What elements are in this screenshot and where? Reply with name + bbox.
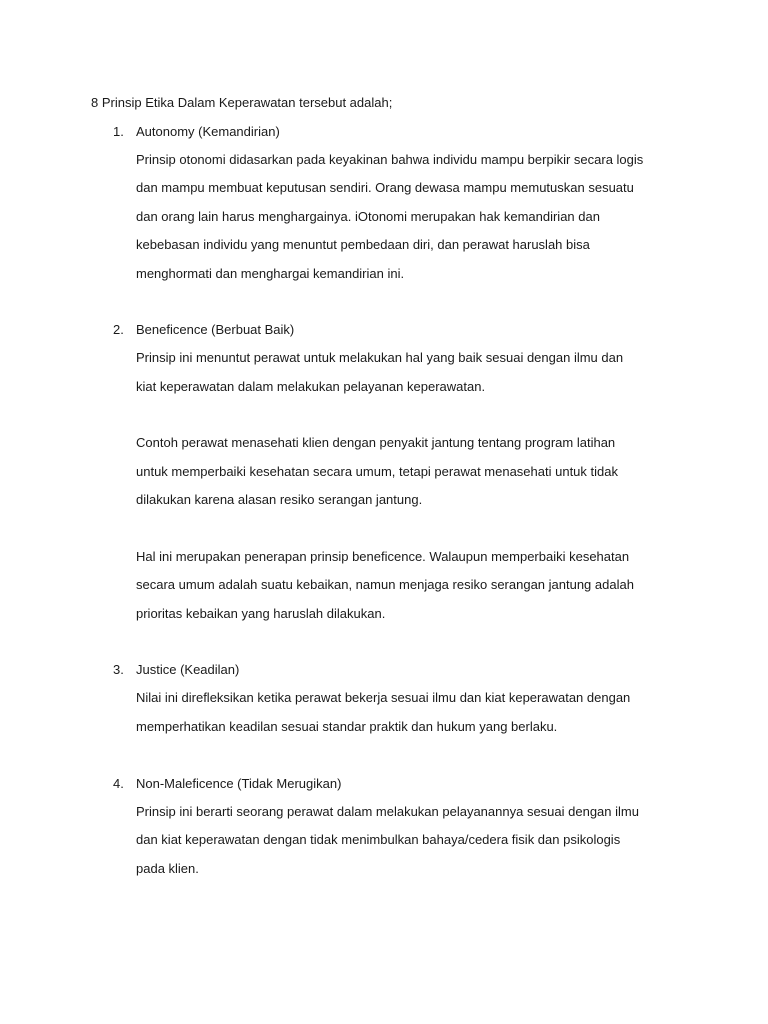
item-4-number: 4.	[113, 776, 124, 791]
item-4-line-1: Prinsip ini berarti seorang perawat dalam melakukan pelayanannya sesuai dengan ilmu	[136, 804, 639, 819]
item-2-note-line-1: Hal ini merupakan penerapan prinsip beneficence. Walaupun memperbaiki kesehatan	[136, 549, 630, 564]
item-2-example-line-1: Contoh perawat menasehati klien dengan penyakit jantung tentang program latihan	[136, 435, 616, 450]
item-3-number: 3.	[113, 662, 124, 677]
item-2-example-line-2: untuk memperbaiki kesehatan secara umum, tetapi perawat menasehati untuk tidak	[136, 464, 618, 479]
item-3-title: Justice (Keadilan)	[136, 662, 240, 677]
item-1-title: Autonomy (Kemandirian)	[136, 124, 280, 139]
item-2-line-2: kiat keperawatan dalam melakukan pelayanan keperawatan.	[136, 379, 486, 394]
item-1-line-1: Prinsip otonomi didasarkan pada keyakinan bahwa individu mampu berpikir secara logis	[136, 152, 644, 167]
item-2-line-1: Prinsip ini menuntut perawat untuk melakukan hal yang baik sesuai dengan ilmu dan	[136, 350, 624, 365]
intro-text: 8 Prinsip Etika Dalam Keperawatan tersebut adalah;	[91, 95, 393, 110]
item-3-line-1: Nilai ini direfleksikan ketika perawat bekerja sesuai ilmu dan kiat keperawatan dengan	[136, 690, 631, 705]
item-1-number: 1.	[113, 124, 124, 139]
item-2-note-line-2: secara umum adalah suatu kebaikan, namun menjaga resiko serangan jantung adalah	[136, 577, 634, 592]
item-1-line-2: dan mampu membuat keputusan sendiri. Orang dewasa mampu memutuskan sesuatu	[136, 180, 634, 195]
item-4-title: Non-Maleficence (Tidak Merugikan)	[136, 776, 342, 791]
item-2-note-line-3: prioritas kebaikan yang haruslah dilakukan.	[136, 606, 386, 621]
item-1-line-3: dan orang lain harus menghargainya. iOtonomi merupakan hak kemandirian dan	[136, 209, 600, 224]
item-3-line-2: memperhatikan keadilan sesuai standar praktik dan hukum yang berlaku.	[136, 719, 558, 734]
item-1-line-4: kebebasan individu yang menuntut pembedaan diri, dan perawat haruslah bisa	[136, 237, 590, 252]
item-1-line-5: menghormati dan menghargai kemandirian ini.	[136, 266, 405, 281]
item-4-line-3: pada klien.	[136, 861, 199, 876]
item-4-line-2: dan kiat keperawatan dengan tidak menimbulkan bahaya/cedera fisik dan psikologis	[136, 832, 621, 847]
item-2-number: 2.	[113, 322, 124, 337]
item-2-title: Beneficence (Berbuat Baik)	[136, 322, 295, 337]
item-2-example-line-3: dilakukan karena alasan resiko serangan jantung.	[136, 492, 423, 507]
